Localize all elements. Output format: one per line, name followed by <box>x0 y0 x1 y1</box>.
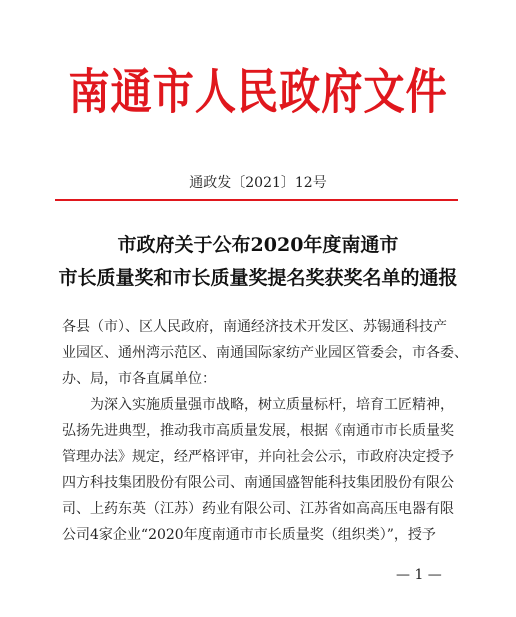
notice-title-line-2: 市长质量奖和市长质量奖提名奖获奖名单的通报 <box>58 267 458 289</box>
body-paragraph <box>62 392 462 548</box>
paragraph-line: 为深入实施质量强市战略，树立质量标杆，培育工匠精神， <box>90 397 454 413</box>
masthead-title: 南通市人民政府文件 <box>68 64 448 120</box>
paragraph-line: 四方科技集团股份有限公司、南通国盛智能科技集团股份有限公 <box>62 475 454 491</box>
paragraph-line: 管理办法》规定，经严格评审，并向社会公示，市政府决定授予 <box>62 449 454 465</box>
addressee-block <box>62 314 468 392</box>
page-number: — 1 — <box>396 567 442 583</box>
addressee-line: 业园区、通州湾示范区、南通国际家纺产业园区管委会，市各委、 <box>62 345 468 361</box>
addressee-line: 办、局，市各直属单位： <box>62 371 216 387</box>
addressee-line: 各县（市）、区人民政府，南通经济技术开发区、苏锡通科技产 <box>62 319 447 335</box>
paragraph-line: 弘扬先进典型，推动我市高质量发展，根据《南通市市长质量奖 <box>62 423 454 439</box>
document-number: 通政发〔2021〕12号 <box>189 175 327 191</box>
notice-title-line-1: 市政府关于公布2020年度南通市 <box>117 234 399 256</box>
paragraph-line: 公司4家企业“2020年度南通市市长质量奖（组织类）”，授予 <box>62 527 436 543</box>
paragraph-line: 司、上药东英（江苏）药业有限公司、江苏省如高高压电器有限 <box>62 501 454 517</box>
red-divider-line <box>55 199 458 201</box>
